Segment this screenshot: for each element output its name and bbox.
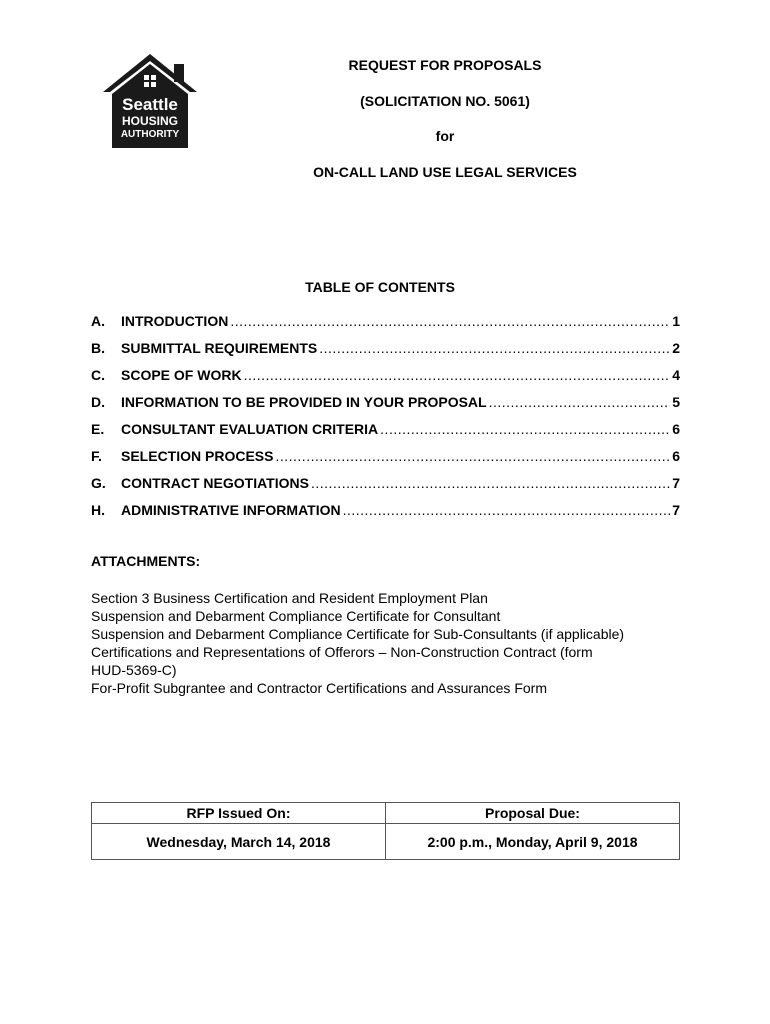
toc-dot-leader	[319, 339, 670, 357]
logo-line-seattle: Seattle	[122, 95, 178, 114]
attachment-item: Suspension and Debarment Compliance Certificate for Consultant	[91, 608, 501, 624]
toc-dot-leader	[244, 366, 671, 384]
toc-dot-leader	[380, 420, 670, 438]
logo-line-housing: HOUSING	[121, 114, 179, 128]
attachment-item: For-Profit Subgrantee and Contractor Certifications and Assurances Form	[91, 680, 547, 696]
toc-dot-leader	[230, 312, 670, 330]
toc-entry-selection-process[interactable]	[91, 447, 680, 474]
toc-entry-letter: G.	[91, 475, 106, 491]
toc-entry-letter: H.	[91, 502, 105, 518]
toc-entry-title: ADMINISTRATIVE INFORMATION	[121, 502, 341, 518]
toc-entry-title: SCOPE OF WORK	[121, 367, 242, 383]
toc-entry-administrative-information[interactable]	[91, 501, 680, 528]
toc-entry-title: SUBMITTAL REQUIREMENTS	[121, 340, 318, 356]
toc-entry-scope-of-work[interactable]	[91, 366, 680, 393]
toc-entry-letter: A.	[91, 313, 105, 329]
toc-heading: TABLE OF CONTENTS	[305, 279, 455, 295]
attachment-item: HUD-5369-C)	[91, 662, 177, 678]
toc-entry-page: 1	[672, 313, 680, 329]
toc-entry-introduction[interactable]	[91, 312, 680, 339]
dates-table-header-row	[92, 803, 680, 824]
rfp-issued-label: RFP Issued On:	[92, 803, 386, 824]
toc-entry-title: INFORMATION TO BE PROVIDED IN YOUR PROPOSAL	[121, 394, 487, 410]
toc-entry-page: 5	[672, 394, 680, 410]
table-of-contents	[91, 312, 680, 528]
attachments-heading: ATTACHMENTS:	[91, 553, 201, 569]
toc-entry-page: 6	[672, 448, 680, 464]
proposal-due-date: 2:00 p.m., Monday, April 9, 2018	[386, 824, 680, 860]
house-logo-icon	[100, 52, 200, 150]
toc-entry-title: INTRODUCTION	[121, 313, 229, 329]
toc-entry-title: CONTRACT NEGOTIATIONS	[121, 475, 309, 491]
logo-line-authority: AUTHORITY	[120, 129, 180, 140]
dates-table-value-row	[92, 824, 680, 860]
dates-table	[91, 802, 680, 860]
rfp-issued-date: Wednesday, March 14, 2018	[92, 824, 386, 860]
attachments-list	[91, 589, 691, 697]
attachment-item: Section 3 Business Certification and Resident Employment Plan	[91, 590, 488, 606]
toc-dot-leader	[489, 393, 671, 411]
toc-entry-page: 2	[672, 340, 680, 356]
toc-entry-information-to-be-provided[interactable]	[91, 393, 680, 420]
document-subject: ON-CALL LAND USE LEGAL SERVICES	[313, 164, 577, 180]
document-title: REQUEST FOR PROPOSALS	[348, 57, 542, 73]
toc-entry-submittal-requirements[interactable]	[91, 339, 680, 366]
toc-entry-title: CONSULTANT EVALUATION CRITERIA	[121, 421, 379, 437]
toc-entry-consultant-evaluation-criteria[interactable]	[91, 420, 680, 447]
solicitation-number: (SOLICITATION NO. 5061)	[360, 93, 530, 109]
toc-entry-letter: B.	[91, 340, 105, 356]
toc-entry-title: SELECTION PROCESS	[121, 448, 274, 464]
toc-entry-page: 7	[672, 475, 680, 491]
toc-entry-page: 4	[672, 367, 680, 383]
toc-dot-leader	[311, 474, 670, 492]
toc-dot-leader	[275, 447, 670, 465]
header-for: for	[435, 128, 455, 144]
seattle-housing-authority-logo	[100, 52, 200, 150]
toc-dot-leader	[343, 501, 671, 519]
toc-entry-letter: F.	[91, 448, 102, 464]
toc-entry-page: 7	[672, 502, 680, 518]
toc-entry-contract-negotiations[interactable]	[91, 474, 680, 501]
toc-entry-letter: D.	[91, 394, 105, 410]
attachment-item: Certifications and Representations of Offerors – Non-Construction Contract (form	[91, 644, 593, 660]
proposal-due-label: Proposal Due:	[386, 803, 680, 824]
attachment-item: Suspension and Debarment Compliance Certificate for Sub-Consultants (if applicable)	[91, 626, 625, 642]
toc-entry-letter: C.	[91, 367, 105, 383]
toc-entry-page: 6	[672, 421, 680, 437]
toc-entry-letter: E.	[91, 421, 105, 437]
